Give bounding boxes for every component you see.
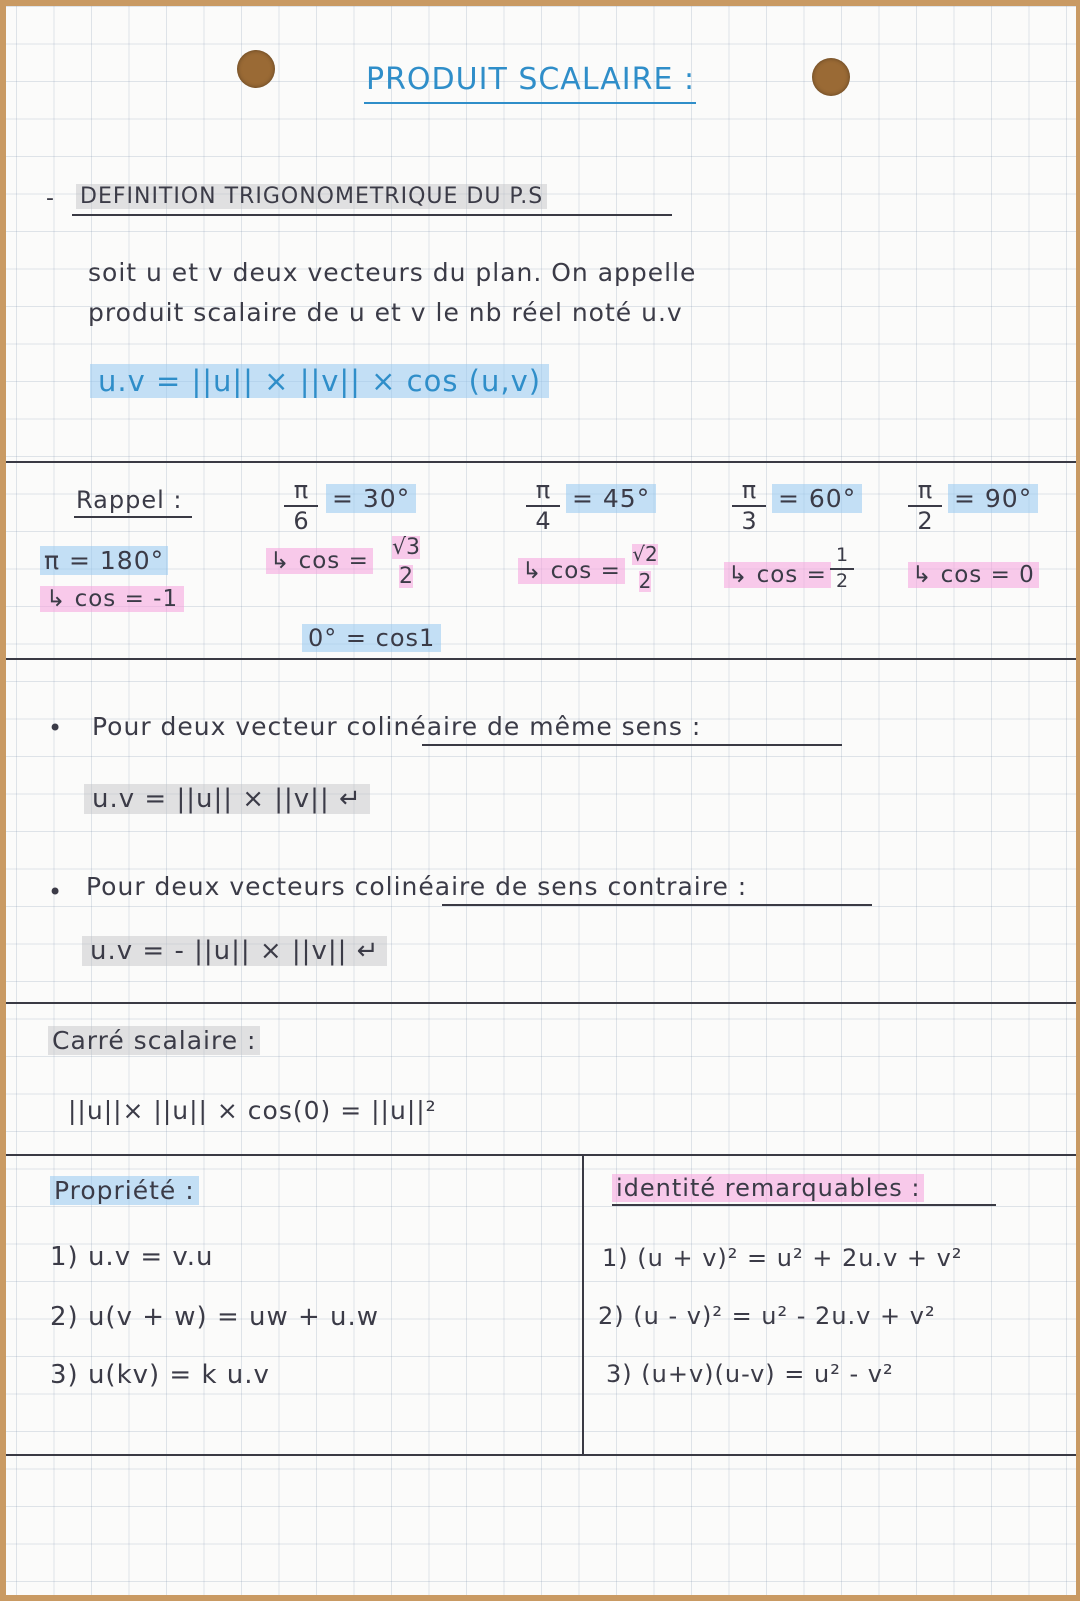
pi6-fraction: [284, 478, 318, 534]
pi3-deg: = 60°: [772, 484, 862, 513]
pi4-fraction: [526, 478, 560, 534]
pi6-cos-fraction: [386, 536, 426, 588]
definition-formula: u.v = ||u|| × ||v|| × cos (u,v): [90, 364, 549, 398]
divider-5: [6, 1454, 1076, 1456]
pi4-cos-fraction: [628, 544, 662, 592]
identites-item-2: 2) (u - v)² = u² - 2u.v + v²: [598, 1302, 936, 1330]
definition-heading-underline: [72, 214, 672, 216]
divider-2: [6, 658, 1076, 660]
colineaire-same-formula: u.v = ||u|| × ||v|| ↵: [84, 784, 370, 814]
pi3-num: π: [741, 476, 757, 504]
propriete-item-3: 3) u(kv) = k u.v: [50, 1360, 270, 1390]
definition-line-2: produit scalaire de u et v le nb réel noté u.v: [88, 298, 683, 327]
colineaire-opposite-underline: [442, 904, 872, 906]
carre-formula: ||u||× ||u|| × cos(0) = ||u||²: [68, 1096, 437, 1125]
pi6-cos-label: ↳ cos =: [266, 548, 373, 574]
divider-3: [6, 1002, 1076, 1004]
pi4-cos-num: √2: [632, 542, 658, 566]
binder-hole-left: [237, 50, 275, 88]
column-divider: [582, 1154, 584, 1454]
binder-hole-right: [812, 58, 850, 96]
pi-180: π = 180°: [40, 546, 168, 575]
bullet-dash: -: [46, 186, 55, 211]
identites-item-1: 1) (u + v)² = u² + 2u.v + v²: [602, 1244, 963, 1272]
pi4-den: 4: [535, 507, 551, 536]
propriete-item-2: 2) u(v + w) = uw + u.w: [50, 1302, 380, 1332]
propriete-item-1: 1) u.v = v.u: [50, 1242, 214, 1272]
bullet-2: •: [48, 878, 64, 906]
pi2-num: π: [917, 476, 933, 504]
pi4-num: π: [535, 476, 551, 504]
rappel-underline: [74, 516, 192, 518]
pi3-fraction: [732, 478, 766, 534]
pi6-cos: [266, 548, 373, 574]
zero-cos: 0° = cos1: [302, 624, 441, 652]
divider-1: [6, 461, 1076, 463]
pi2-cos-label: ↳ cos = 0: [908, 562, 1039, 588]
carre-label: Carré scalaire :: [48, 1026, 260, 1055]
pi3-cos-den: 2: [835, 569, 849, 592]
page-title: PRODUIT SCALAIRE :: [366, 62, 696, 97]
pi2-cos: [908, 562, 1039, 588]
pi3-cos-label: ↳ cos =: [724, 562, 831, 588]
pi3-cos: [724, 562, 831, 588]
colineaire-opposite-label: Pour deux vecteurs colinéaire de sens contraire :: [86, 872, 748, 901]
identites-label: identité remarquables :: [612, 1174, 924, 1202]
pi6-cos-den: 2: [399, 564, 413, 590]
definition-line-1: soit u et v deux vecteurs du plan. On appelle: [88, 258, 697, 287]
pi2-deg: = 90°: [948, 484, 1038, 513]
colineaire-same-label: Pour deux vecteur colinéaire de même sens :: [92, 712, 702, 741]
divider-4: [6, 1154, 1076, 1156]
definition-heading: DEFINITION TRIGONOMETRIQUE DU P.S: [76, 184, 547, 209]
rappel-pi: [40, 546, 168, 575]
pi2-fraction: [908, 478, 942, 534]
pi3-den: 3: [741, 507, 757, 536]
pi4-cos-label: ↳ cos =: [518, 558, 625, 584]
pi6-cos-num: √3: [391, 535, 420, 560]
title-underline: [364, 102, 696, 104]
pi2-den: 2: [917, 507, 933, 536]
pi-cos: ↳ cos = -1: [40, 586, 184, 612]
pi3-cos-num: 1: [835, 544, 849, 566]
pi6-deg: = 30°: [326, 484, 416, 513]
pi4-cos-den: 2: [638, 569, 652, 593]
rappel-label: Rappel :: [76, 486, 183, 514]
notebook-page: [6, 6, 1076, 1595]
bullet-1: •: [48, 714, 64, 742]
colineaire-same-underline: [422, 744, 842, 746]
identites-item-3: 3) (u+v)(u-v) = u² - v²: [606, 1360, 894, 1388]
pi6-num: π: [293, 476, 309, 504]
pi4-cos: [518, 558, 625, 584]
pi4-deg: = 45°: [566, 484, 656, 513]
colineaire-opposite-formula: u.v = - ||u|| × ||v|| ↵: [82, 936, 387, 966]
pi3-cos-fraction: [830, 546, 854, 592]
propriete-label: Propriété :: [50, 1176, 199, 1205]
identites-underline: [612, 1204, 996, 1206]
pi6-den: 6: [293, 507, 309, 536]
